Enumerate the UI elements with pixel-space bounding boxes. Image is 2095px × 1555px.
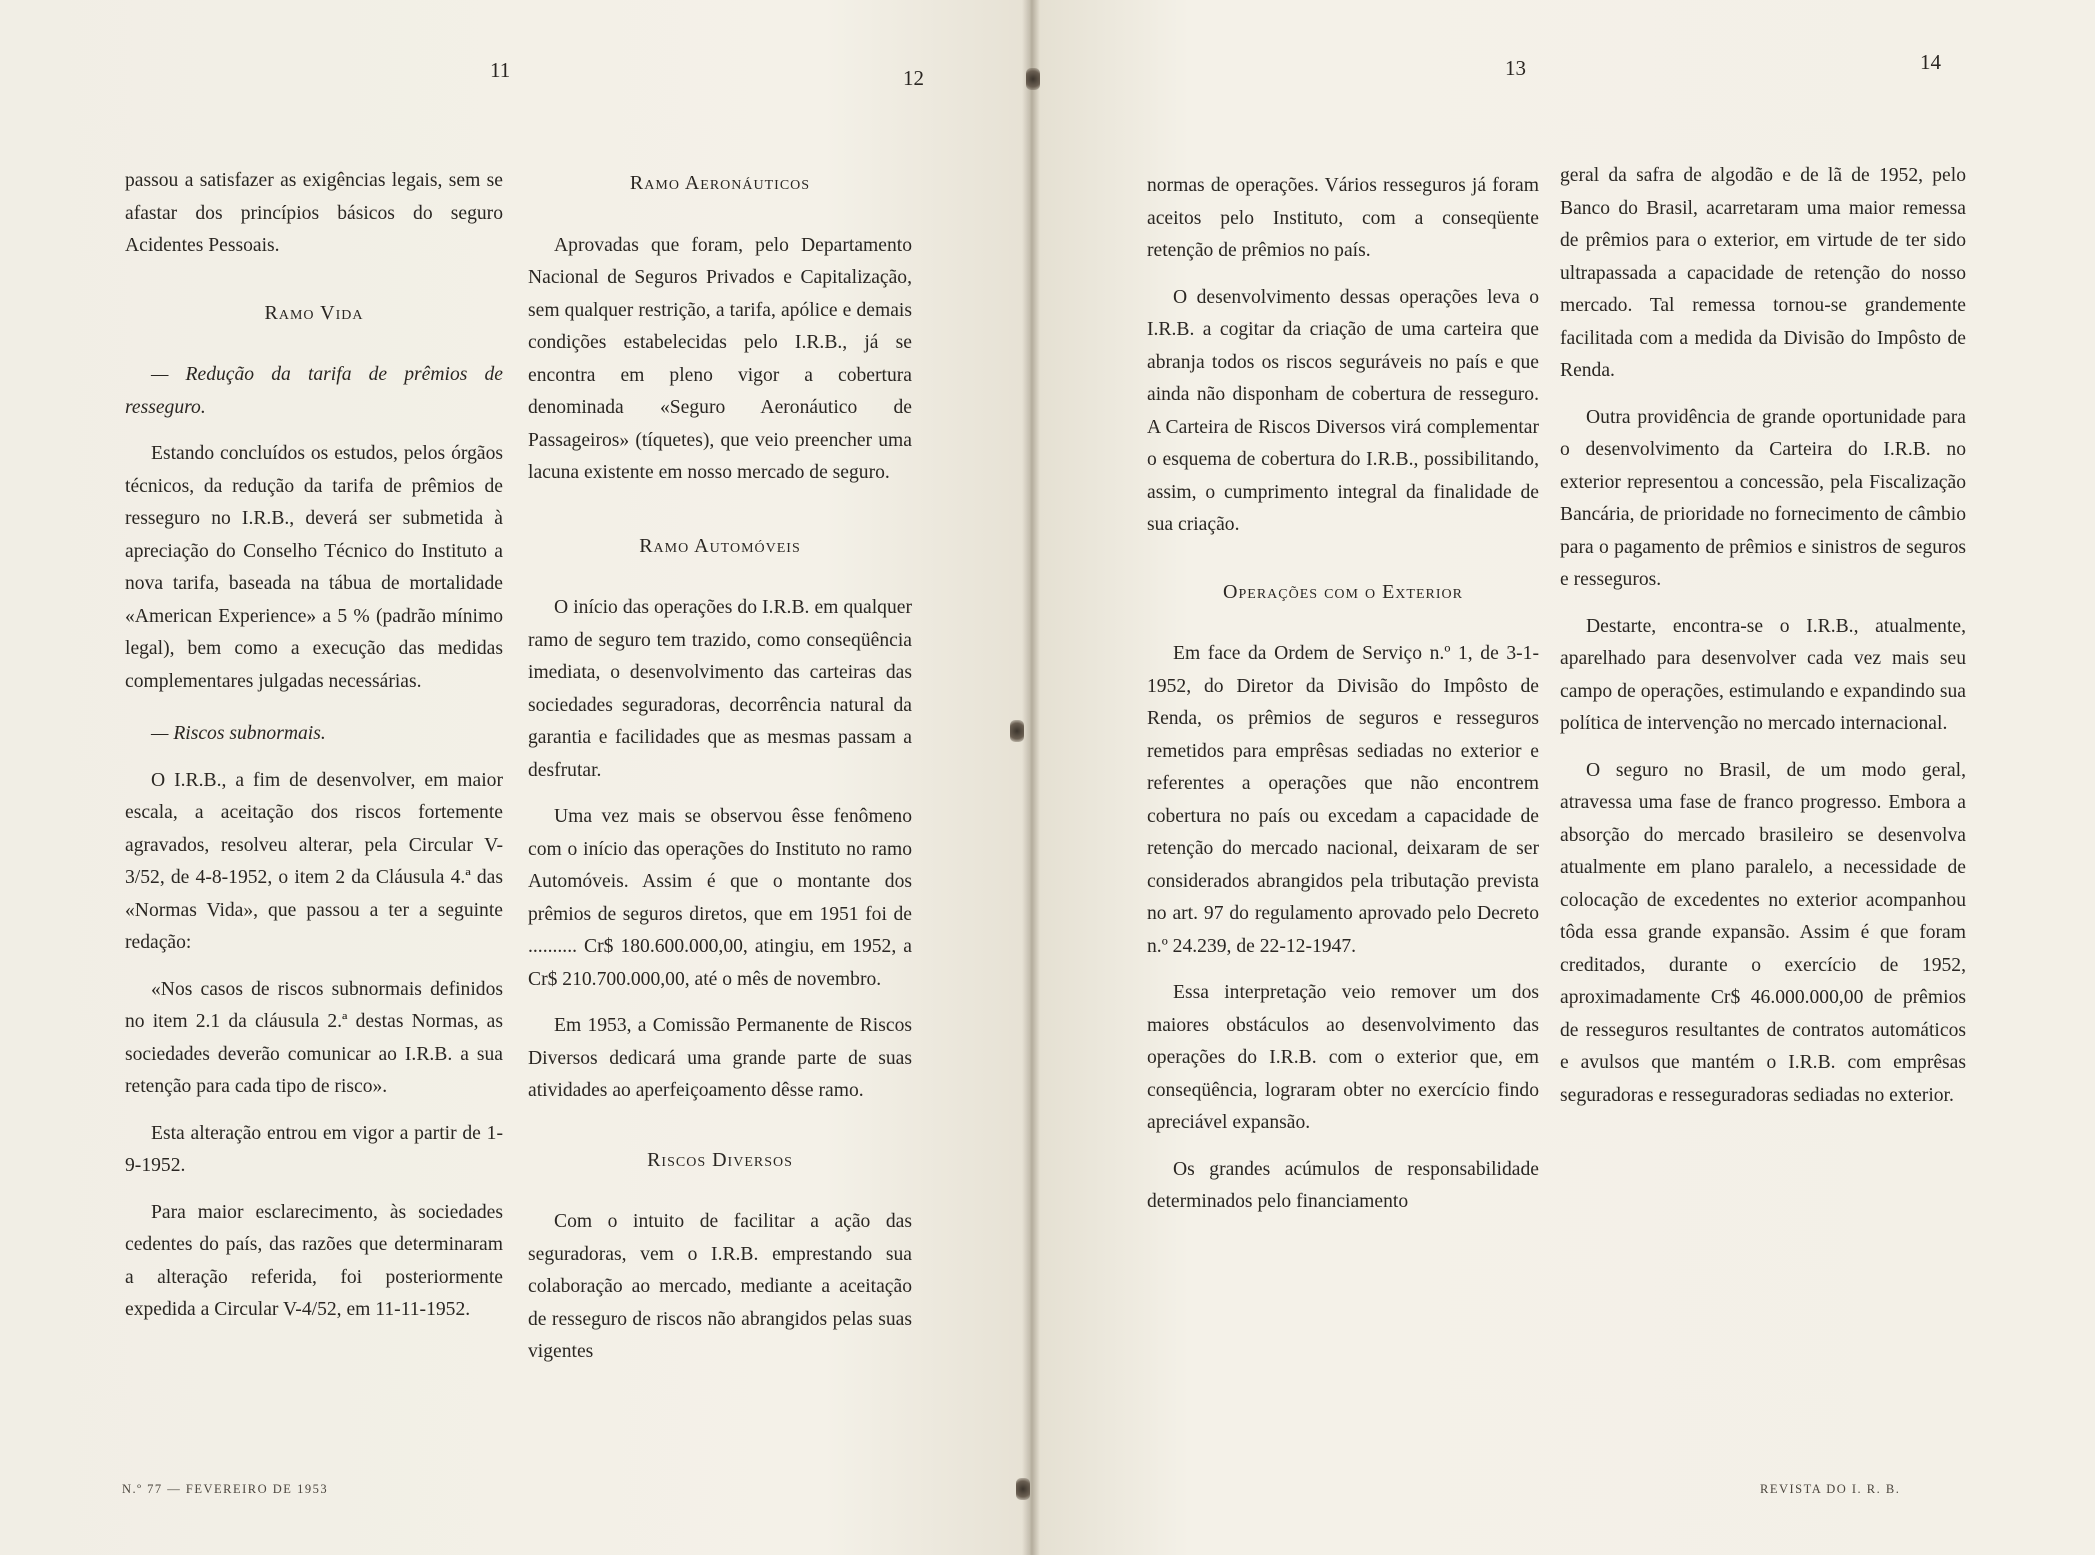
paragraph: O desenvolvimento dessas operações leva o I.R.B. a cogitar da criação de uma carteira que abranja todos os riscos seguráveis no país e que ainda não disponham de cobertura de resseguro. A Carteira de Riscos Diversos virá complementar o esquema de cobertura do I.R.B., possibilitando, assim, o cumprimento integral da finalidade de sua criação. xyxy=(1147,286,1539,535)
book-gutter xyxy=(1022,0,1040,1555)
paragraph: O I.R.B., a fim de desenvolver, em maior escala, a aceitação dos riscos fortemente agravados, resolveu alterar, pela Circular V-3/52, de 4-8-1952, o item 2 da Cláusula 4.ª das «Normas Vida», que passou a ter a seguinte redação: xyxy=(125,769,503,953)
page-number-14: 14 xyxy=(1920,50,1941,74)
paragraph: Para maior esclarecimento, às sociedades cedentes do país, das razões que determinaram a alteração referida, foi posteriormente expedida a Circular V-4/52, em 11-11-1952. xyxy=(125,1201,503,1320)
paragraph: Destarte, encontra-se o I.R.B., atualmente, aparelhado para desenvolver cada vez mais seu campo de operações, estimulando e expandindo sua política de intervenção no mercado internacional. xyxy=(1560,615,1966,734)
paragraph: Aprovadas que foram, pelo Departamento Nacional de Seguros Privados e Capitalização, sem qualquer restrição, a tarifa, apólice e demais condições estabelecidas pelo I.R.B., já se encontra em pleno vigor a cobertura denominada «Seguro Aeronáutico de Passageiros» (tíquetes), que veio preencher uma lacuna existente em nosso mercado de seguro. xyxy=(528,234,912,483)
paragraph: O seguro no Brasil, de um modo geral, atravessa uma fase de franco progresso. Embora a absorção do mercado brasileiro se desenvolva atualmente em plano paralelo, a necessidade de colocação de excedentes no exterior acompanhou tôda essa grande expansão. Assim é que foram creditados, durante o exercício de 1952, aproximadamente Cr$ 46.000.000,00 de prêmios de resseguros resultantes de contratos automáticos e avulsos que mantém o I.R.B. com emprêsas seguradoras e resseguradoras sediadas no exterior. xyxy=(1560,759,1966,1106)
section-heading-riscos-diversos: Riscos Diversos xyxy=(647,1148,793,1171)
staple-middle xyxy=(1010,720,1024,742)
section-heading-ramo-automoveis: Ramo Automóveis xyxy=(639,534,801,557)
staple-bottom xyxy=(1016,1478,1030,1500)
paragraph: Essa interpretação veio remover um dos maiores obstáculos ao desenvolvimento das operações do I.R.B. com o exterior que, em conseqüência, lograram obter no exercício findo apreciável expansão. xyxy=(1147,982,1539,1133)
section-heading-operacoes-exterior: Operações com o Exterior xyxy=(1223,580,1463,603)
page-number-13: 13 xyxy=(1505,56,1526,80)
paragraph: O início das operações do I.R.B. em qualquer ramo de seguro tem trazido, como conseqüência imediata, o desenvolvimento das carteiras das sociedades seguradoras, decorrência natural da garantia e facilidades que as mesmas passam a desfrutar. xyxy=(528,597,912,781)
paragraph: Outra providência de grande oportunidade para o desenvolvimento da Carteira do I.R.B. no exterior representou a concessão, pela Fiscalização Bancária, de prioridade no fornecimento de câmbio para o pagamento de prêmios e sinistros de seguros e resseguros. xyxy=(1560,406,1966,590)
paragraph: Os grandes acúmulos de responsabilidade determinados pelo financiamento xyxy=(1147,1158,1539,1212)
footer-issue: N.º 77 — FEVEREIRO DE 1953 xyxy=(122,1482,329,1496)
page-12-column xyxy=(528,165,912,1383)
page-11-column xyxy=(125,165,503,1341)
paragraph: Estando concluídos os estudos, pelos órgãos técnicos, da redução da tarifa de prêmios de resseguro no I.R.B., deverá ser submetida à apreciação do Conselho Técnico do Instituto a nova tarifa, baseada na tábua de mortalidade «American Experience» a 5 % (padrão mínimo legal), bem como a execução das medidas complementares julgadas necessárias. xyxy=(125,443,503,692)
paragraph: normas de operações. Vários resseguros já foram aceitos pelo Instituto, com a conseqüente retenção de prêmios no país. xyxy=(1147,175,1539,261)
paragraph: passou a satisfazer as exigências legais, sem se afastar dos princípios básicos do seguro Acidentes Pessoais. xyxy=(125,170,503,256)
subheading: — Riscos subnormais. xyxy=(151,723,326,744)
footer-publication: REVISTA DO I. R. B. xyxy=(1760,1482,1901,1496)
section-heading-ramo-aeronauticos: Ramo Aeronáuticos xyxy=(629,172,811,194)
page-14-column xyxy=(1560,160,1966,1126)
quoted-paragraph: «Nos casos de riscos subnormais definidos no item 2.1 da cláusula 2.ª destas Normas, as sociedades deverão comunicar ao I.R.B. a sua retenção para cada tipo de risco». xyxy=(125,978,503,1097)
staple-top xyxy=(1026,68,1040,90)
page-13-column xyxy=(1147,170,1539,1233)
section-heading-ramo-vida: Ramo Vida xyxy=(264,301,364,324)
paragraph: Uma vez mais se observou êsse fenômeno com o início das operações do Instituto no ramo Automóveis. Assim é que o montante dos prêmios de seguros diretos, que em 1951 foi de .......... Cr$ 180.600.000,00, atingiu, em 1952, a Cr$ 210.700.000,00, até o mês de novembro. xyxy=(528,806,912,990)
subheading: — Redução da tarifa de prêmios de resseguro. xyxy=(125,364,503,418)
page-number-12: 12 xyxy=(903,66,924,90)
page-number-11: 11 xyxy=(490,58,511,82)
paragraph: Em 1953, a Comissão Permanente de Riscos Diversos dedicará uma grande parte de suas atividades ao aperfeiçoamento dêsse ramo. xyxy=(528,1015,912,1101)
paragraph: Em face da Ordem de Serviço n.º 1, de 3-1-1952, do Diretor da Divisão do Impôsto de Renda, os prêmios de seguros e resseguros remetidos para emprêsas sediadas no exterior e referentes a operações que não encontrem cobertura no país ou excedam a capacidade de retenção do mercado nacional, deixaram de ser considerados abrangidos pela tributação prevista no art. 97 do regulamento aprovado pelo Decreto n.º 24.239, de 22-12-1947. xyxy=(1147,643,1539,957)
paragraph: geral da safra de algodão e de lã de 1952, pelo Banco do Brasil, acarretaram uma maior remessa de prêmios para o exterior, em virtude de ter sido ultrapassada a capacidade de retenção do nosso mercado. Tal remessa tornou-se grandemente facilitada com a medida da Divisão do Impôsto de Renda. xyxy=(1560,165,1966,381)
paragraph: Com o intuito de facilitar a ação das seguradoras, vem o I.R.B. emprestando sua colaboração ao mercado, mediante a aceitação de resseguro de riscos não abrangidos pelas suas vigentes xyxy=(528,1211,912,1362)
paragraph: Esta alteração entrou em vigor a partir de 1-9-1952. xyxy=(125,1122,503,1176)
